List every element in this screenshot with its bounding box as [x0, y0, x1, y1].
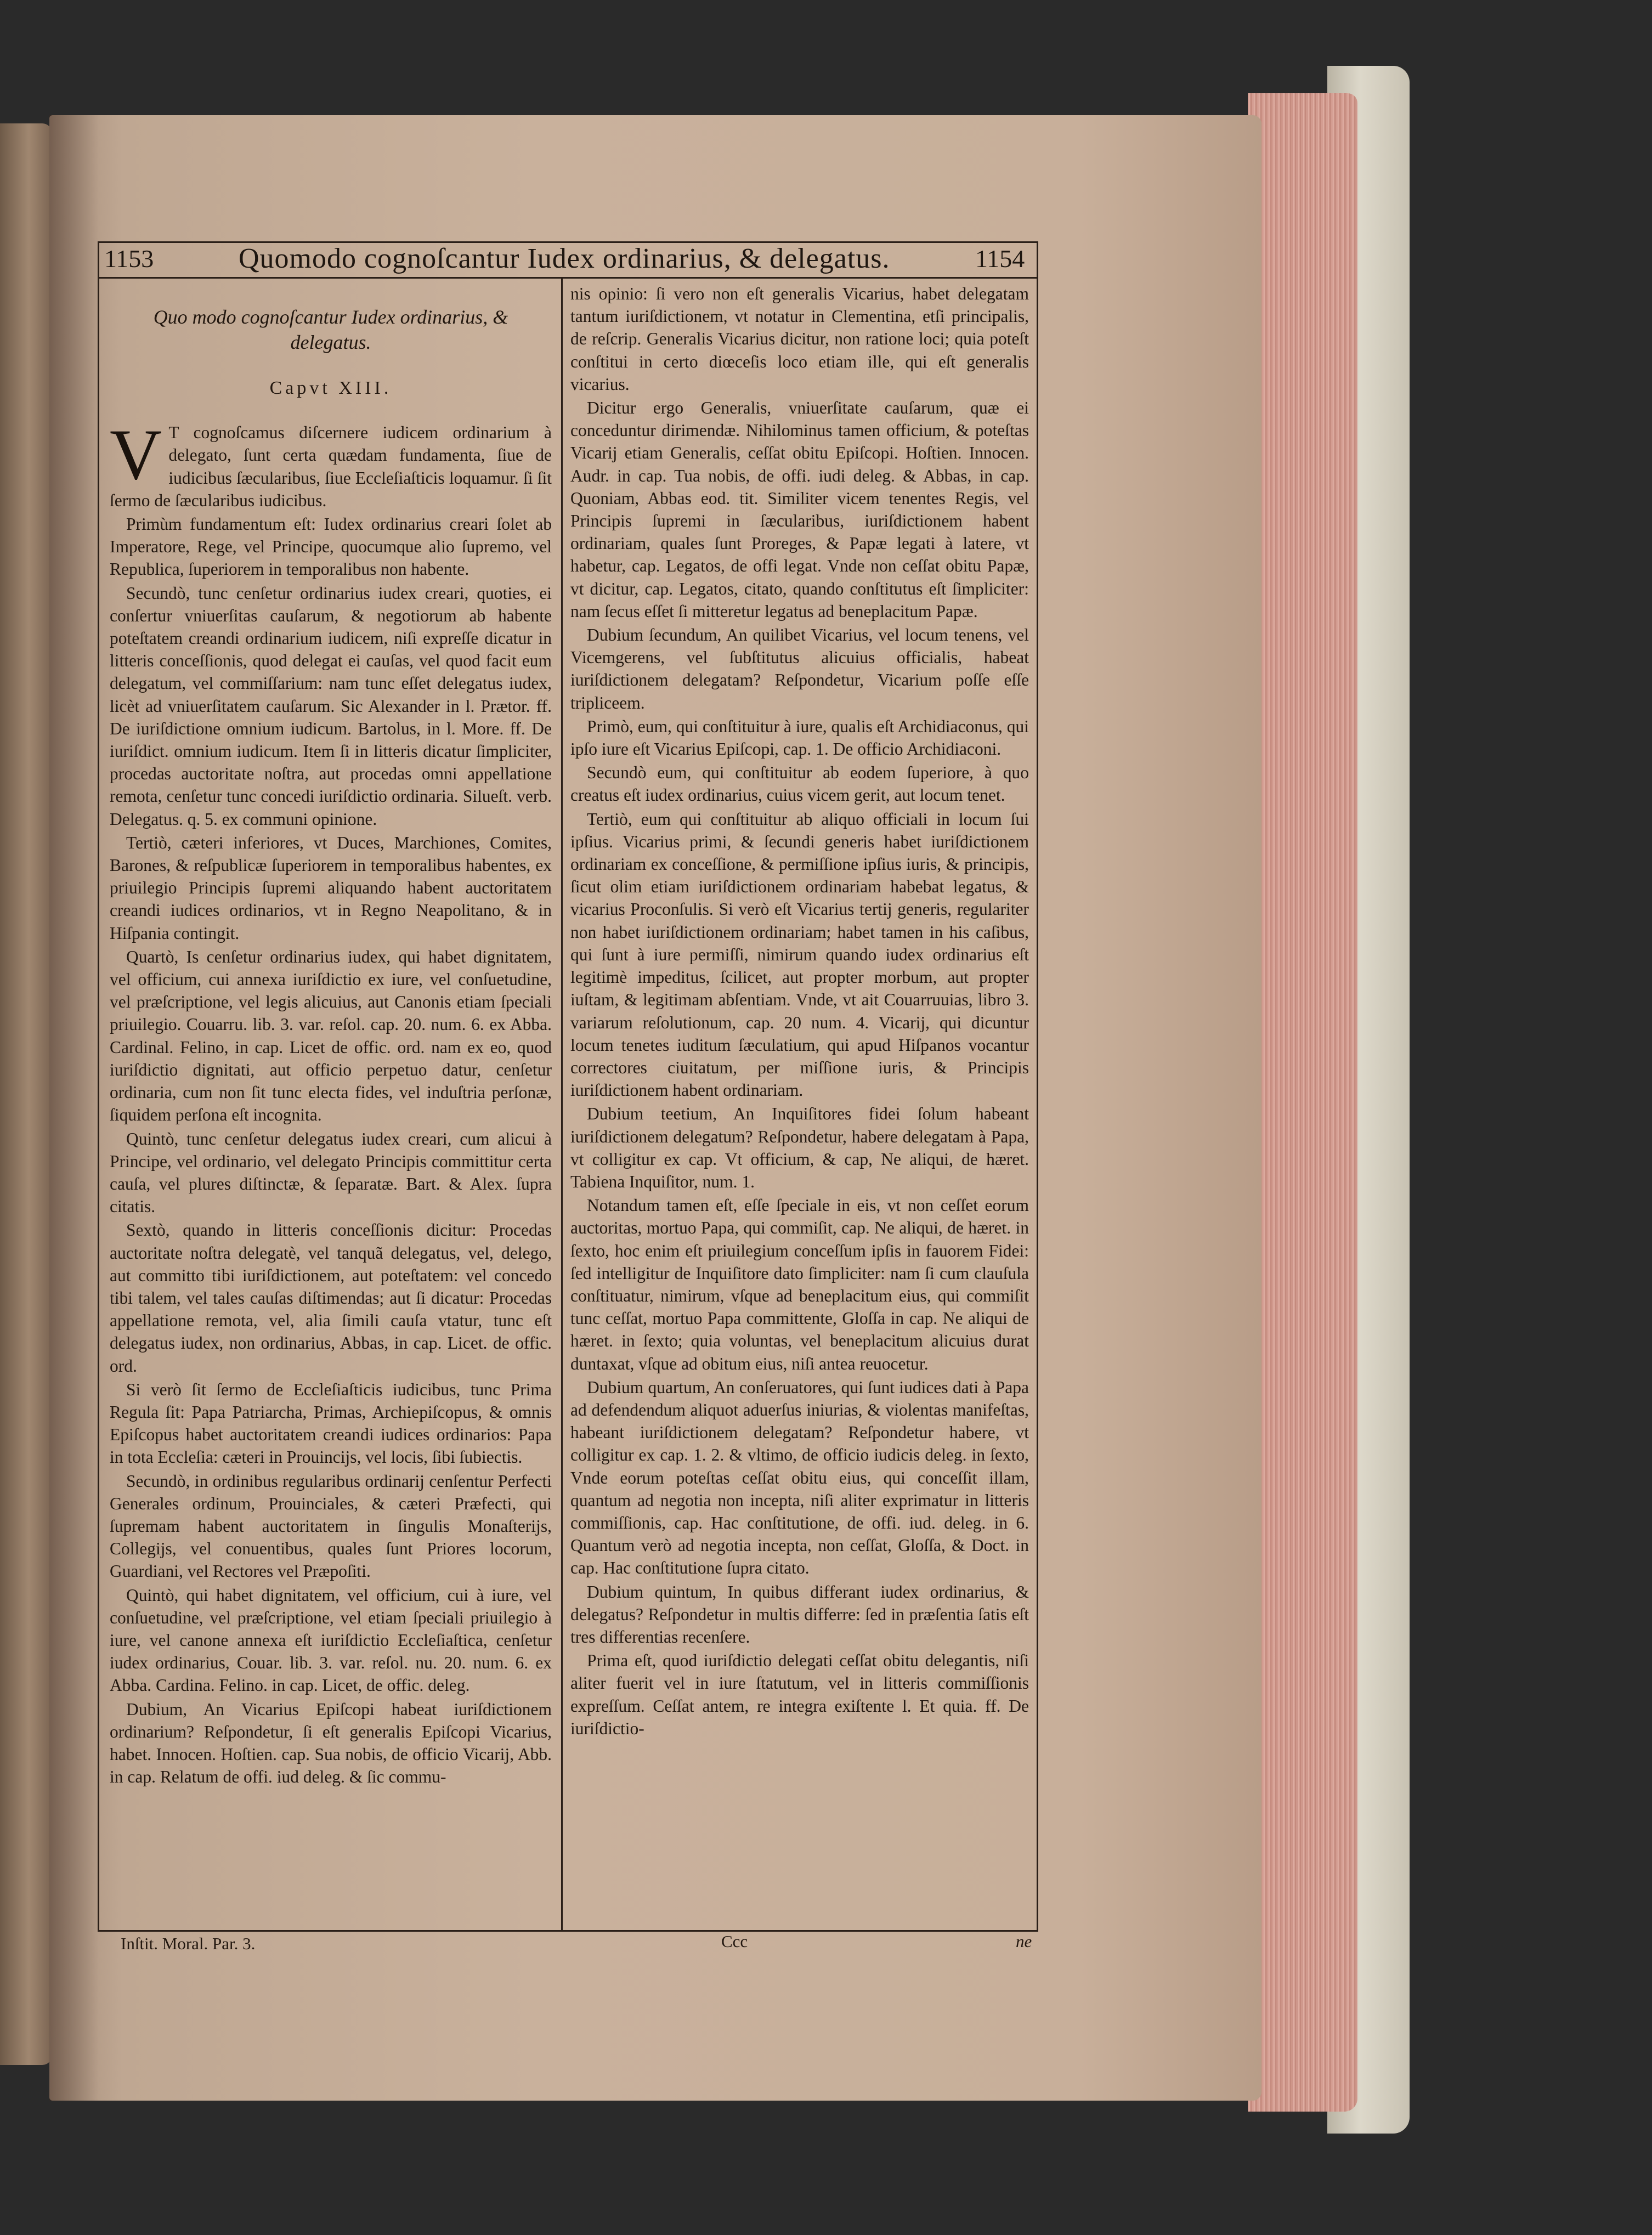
- paragraph: Secundò, tunc cenſetur ordinarius iudex creari, quoties, ei conſertur vniuerſitas cauſarum, & negotiorum ab habente poteſtatem creandi ordinarium iudicem, niſi expreſſe dicatur in litteris conceſſionis, quod delegat ei cauſas, vel quod facit eum delegatum, vel commiſſarium: nam tunc eſſet delegatus iudex, licèt ad vniuerſitatem cauſarum. Sic Alexander in l. Prætor. ff. De iuriſdictione omnium iudicum. Bartolus, in l. More. ff. De iuriſdict. omnium iudicum. Item ſi in litteris dicatur ſimpliciter, procedas auctoritate noſtra, aut procedas omni appellatione remota, cenſetur tunc concedi iuriſdictio ordinaria. Silueſt. verb. Delegatus. q. 5. ex communi opinione.: [110, 583, 552, 829]
- signature-mark: Ccc: [721, 1932, 748, 1951]
- paragraph: Si verò ſit ſermo de Eccleſiaſticis iudicibus, tunc Prima Regula ſit: Papa Patriarcha, Primas, Archiepiſcopus, & omnis Epiſcopus habet auctoritatem creandi iudices ordinarios: Papa in tota Eccleſia: cæteri in Prouincijs, vel locis, ſibi ſubiectis.: [110, 1379, 552, 1467]
- first-paragraph: [110, 414, 552, 512]
- drop-cap: V: [110, 414, 162, 495]
- paragraph: Quintò, tunc cenſetur delegatus iudex creari, cum alicui à Principe, vel ordinario, vel delegato Principis committitur certa cauſa, vel plures diſtinctæ, & ſeparatæ. Bart. & Alex. ſupra citatis.: [110, 1129, 552, 1216]
- paragraph: Dubium teetium, An Inquiſitores fidei ſolum habeant iuriſdictionem delegatum? Reſpondetur, habere delegatam à Papa, vt colligitur ex cap. Vt officium, & cap, Ne aliqui, de hæret. Tabiena Inquiſitor, num. 1.: [570, 1104, 1029, 1191]
- paragraph: Dubium ſecundum, An quilibet Vicarius, vel locum tenens, vel Vicemgerens, vel ſubſtitutus alicuius officialis, habeat iuriſdictionem delegatam? Reſpondetur, Vicarium poſſe eſſe tripliceem.: [570, 625, 1029, 712]
- paragraph: Quintò, qui habet dignitatem, vel officium, cui à iure, vel conſuetudine, vel præſcriptione, vel etiam ſpeciali priuilegio à iure, vel canone annexa eſt iuriſdictio Eccleſiaſtica, cenſetur iudex ordinarius, Couar. lib. 3. var. reſol. nu. 20. num. 6. ex Abba. Cardina. Felino. in cap. Licet, de offic. deleg.: [110, 1585, 552, 1695]
- paragraph: Quartò, Is cenſetur ordinarius iudex, qui habet dignitatem, vel officium, cui annexa iuriſdictio ex iure, vel conſuetudine, vel præſcriptione, vel legis alicuius, aut Canonis etiam ſpeciali priuilegio. Couarru. lib. 3. var. reſol. cap. 20. num. 6. ex Abba. Cardinal. Felino, in cap. Licet de offic. ord. nam ex eo, quod iuriſdictio dignitati, aut officio perpetuo datur, cenſetur ordinaria, cum non ſit tunc electa fides, vel induſtria perſonæ, ſiquidem perſona eſt incognita.: [110, 947, 552, 1125]
- paragraph: Notandum tamen eſt, eſſe ſpeciale in eis, vt non ceſſet eorum auctoritas, mortuo Papa, qui commiſit, cap. Ne aliqui, de hæret. in ſexto, hoc enim eſt priuilegium conceſſum ipſis in fauorem Fidei: ſed intelligitur de Inquiſitore dato ſimpliciter: nam ſi cum clauſula conſtituatur, nimirum, vſque ad beneplacitum eius, qui commiſit tunc ceſſat, mortuo Papa committente, Gloſſa in cap. Ne aliqui de hæret. in ſexto; quia voluntas, vel beneplacitum alicuius durat duntaxat, vſque ad obitum eius, niſi antea reuocetur.: [570, 1196, 1029, 1373]
- paragraph: Dubium, An Vicarius Epiſcopi habeat iuriſdictionem ordinarium? Reſpondetur, ſi eſt generalis Epiſcopi Vicarius, habet. Innocen. Hoſtien. cap. Sua nobis, de officio Vicarij, Abb. in cap. Relatum de offi. iud deleg. & ſic commu-: [110, 1699, 552, 1787]
- right-column: [570, 282, 1029, 1900]
- running-title: Quomodo cognoſcantur Iudex ordinarius, & delegatus.: [239, 243, 890, 274]
- chapter-number: Capvt XIII.: [269, 378, 392, 398]
- paragraph: Tertiò, eum qui conſtituitur ab aliquo officiali in locum ſui ipſius. Vicarius primi, & ſecundi generis habet iuriſdictionem ordinariam ex conceſſione, & permiſſione ipſius iuris, & principis, ſicut olim etiam iuriſdictionem ordinariam habebat legatus, & vicarius Proconſulis. Si verò eſt Vicarius tertij generis, regulariter non habet iuriſdictionem ordinariam; habet tamen in his caſibus, qui ſunt à iure permiſſi, nimirum quando iudex ordinarius eſt legitimè impeditus, ſcilicet, aut propter morbum, aut propter iuſtam, & legitimam abſentiam. Vnde, vt ait Couarruuias, libro 3. variarum reſolutionum, cap. 20 num. 4. Vicarij, qui dicuntur locum tenetes iuditum ſæculatium, qui apud Hiſpanos vocantur correctores ciuitatum, per miſſione iuris, & Principis iuriſdictionem habent ordinariam.: [570, 809, 1029, 1100]
- paragraph: Secundò, in ordinibus regularibus ordinarij cenſentur Perfecti Generales ordinum, Prouinciales, & cæteri Præfecti, qui ſupremam habent auctoritatem in ſingulis Monaſterijs, Collegijs, vel conuentibus, quales ſunt Priores locorum, Guardiani, vel Rectores vel Præpoſiti.: [110, 1471, 552, 1581]
- paragraph: Primò, eum, qui conſtituitur à iure, qualis eſt Archidiaconus, qui ipſo iure eſt Vicarius Epiſcopi, cap. 1. De officio Archidiaconi.: [570, 716, 1029, 759]
- paragraph: Tertiò, cæteri inferiores, vt Duces, Marchiones, Comites, Barones, & reſpublicæ ſuperiorem in temporalibus habentes, ex priuilegio Principis ſupremi aliquando habent auctoritatem creandi iudices ordinarios, vt in Regno Neapolitano, & in Hiſpania contingit.: [110, 833, 552, 943]
- paragraph: Dubium quintum, In quibus differant iudex ordinarius, & delegatus? Reſpondetur in multis differre: ſed in præſentia ſatis eſt tres differentias recenſere.: [570, 1582, 1029, 1646]
- gutter-shadow: [49, 115, 99, 2101]
- header-rule: [98, 277, 1038, 279]
- catchword: ne: [1016, 1932, 1032, 1951]
- paragraph: Sextò, quando in litteris conceſſionis dicitur: Procedas auctoritate noſtra delegatè, vel tanquã delegatus, vel, delego, aut committo tibi iuriſdictionem, aut poteſtatem: vel concedo tibi talem, vel tales cauſas diſtimendas; aut ſi dicatur: Procedas appellatione remota, vel, alia ſimili cauſa vtatur, tunc eſt delegatus iudex, non ordinarius, Abbas, in cap. Licet. de offic. ord.: [110, 1220, 552, 1376]
- paragraph: Secundò eum, qui conſtituitur ab eodem ſuperiore, à quo creatus eſt iudex ordinarius, cuius vicem gerit, aut locum tenet.: [570, 763, 1029, 805]
- left-column: [110, 282, 552, 1900]
- paragraph: Dubium quartum, An conſeruatores, qui ſunt iudices dati à Papa ad defendendum aliquot aduerſus iniurias, & violentas manifeſtas, habeant iuriſdictionem delegatam? Reſpondetur habere, vt colligitur ex cap. 1. 2. & vltimo, de officio iudicis deleg. in ſexto, Vnde eorum poteſtas ceſſat obitu eius, qui conceſſit illam, quantum ad negotia non incepta, niſi aliter exprimatur in litteris commiſſionis, cap. Hac conſtitutione, de offi. iud. deleg. in 6. Quantum verò ad negotia incepta, non ceſſat, Gloſſa, & Doct. in cap. Hac conſtitutione ſupra citato.: [570, 1377, 1029, 1578]
- chapter-title: Quo modo cognoſcantur Iudex ordinarius, & delegatus.: [153, 306, 508, 353]
- paragraph: Primùm fundamentum eſt: Iudex ordinarius creari ſolet ab Imperatore, Rege, vel Principe, quocumque alio ſupremo, vel Republica, ſuperiorem in temporalibus non habente.: [110, 514, 552, 579]
- footer-book-title: Inſtit. Moral. Par. 3.: [121, 1934, 256, 1953]
- paragraph: Dicitur ergo Generalis, vniuerſitate cauſarum, quæ ei conceduntur dirimendæ. Nihilominus tamen officium, & poteſtas Vicarij etiam Generalis, ceſſat obitu Epiſcopi. Hoſtien. Innocen. Audr. in cap. Tua nobis, de offi. iudi deleg. & Abbas, in cap. Quoniam, Abbas eod. tit. Similiter vicem tenentes Regis, vel Principis ſupremi in ſæcularibus, iuriſdictionem habent ordinariam, quales ſunt Proreges, & Papæ legati à latere, vt habetur, cap. Legatos, de offi legat. Vnde non ceſſat obitu Papæ, vt dicitur, cap. Legatos, citato, quando conſtitutus eſt ſimpliciter: nam ſecus eſſet ſi mitteretur legatus ad beneplacitum Papæ.: [570, 398, 1029, 621]
- facing-page-edge: [0, 123, 52, 2065]
- page-number-right: 1154: [975, 245, 1025, 273]
- page-block-edge: [1248, 93, 1357, 2112]
- first-paragraph-text: T cognoſcamus diſcernere iudicem ordinarium à delegato, ſunt certa quædam fundamenta, ſiue de iudicibus ſæcularibus, ſiue Eccleſiaſticis loquamur. ſi ſit ſermo de ſæcularibus iudicibus.: [110, 423, 552, 510]
- column-rule: [561, 277, 563, 1932]
- paragraph: nis opinio: ſi vero non eſt generalis Vicarius, habet delegatam tantum iuriſdictionem, vt notatur in Clementina, etſi principalis, de reſcrip. Generalis Vicarius dicitur, non ratione loci; quia poteſt conſtitui in certo diœceſis loco etiam ille, qui eſt generalis vicarius.: [570, 284, 1029, 394]
- page-number-left: 1153: [104, 245, 154, 273]
- paragraph: Prima eſt, quod iuriſdictio delegati ceſſat obitu delegantis, niſi aliter fuerit vel in iure ſtatutum, vel in litteris commiſſionis expreſſum. Ceſſat antem, re integra exiſtente l. Et quia. ff. De iuriſdictio-: [570, 1651, 1029, 1738]
